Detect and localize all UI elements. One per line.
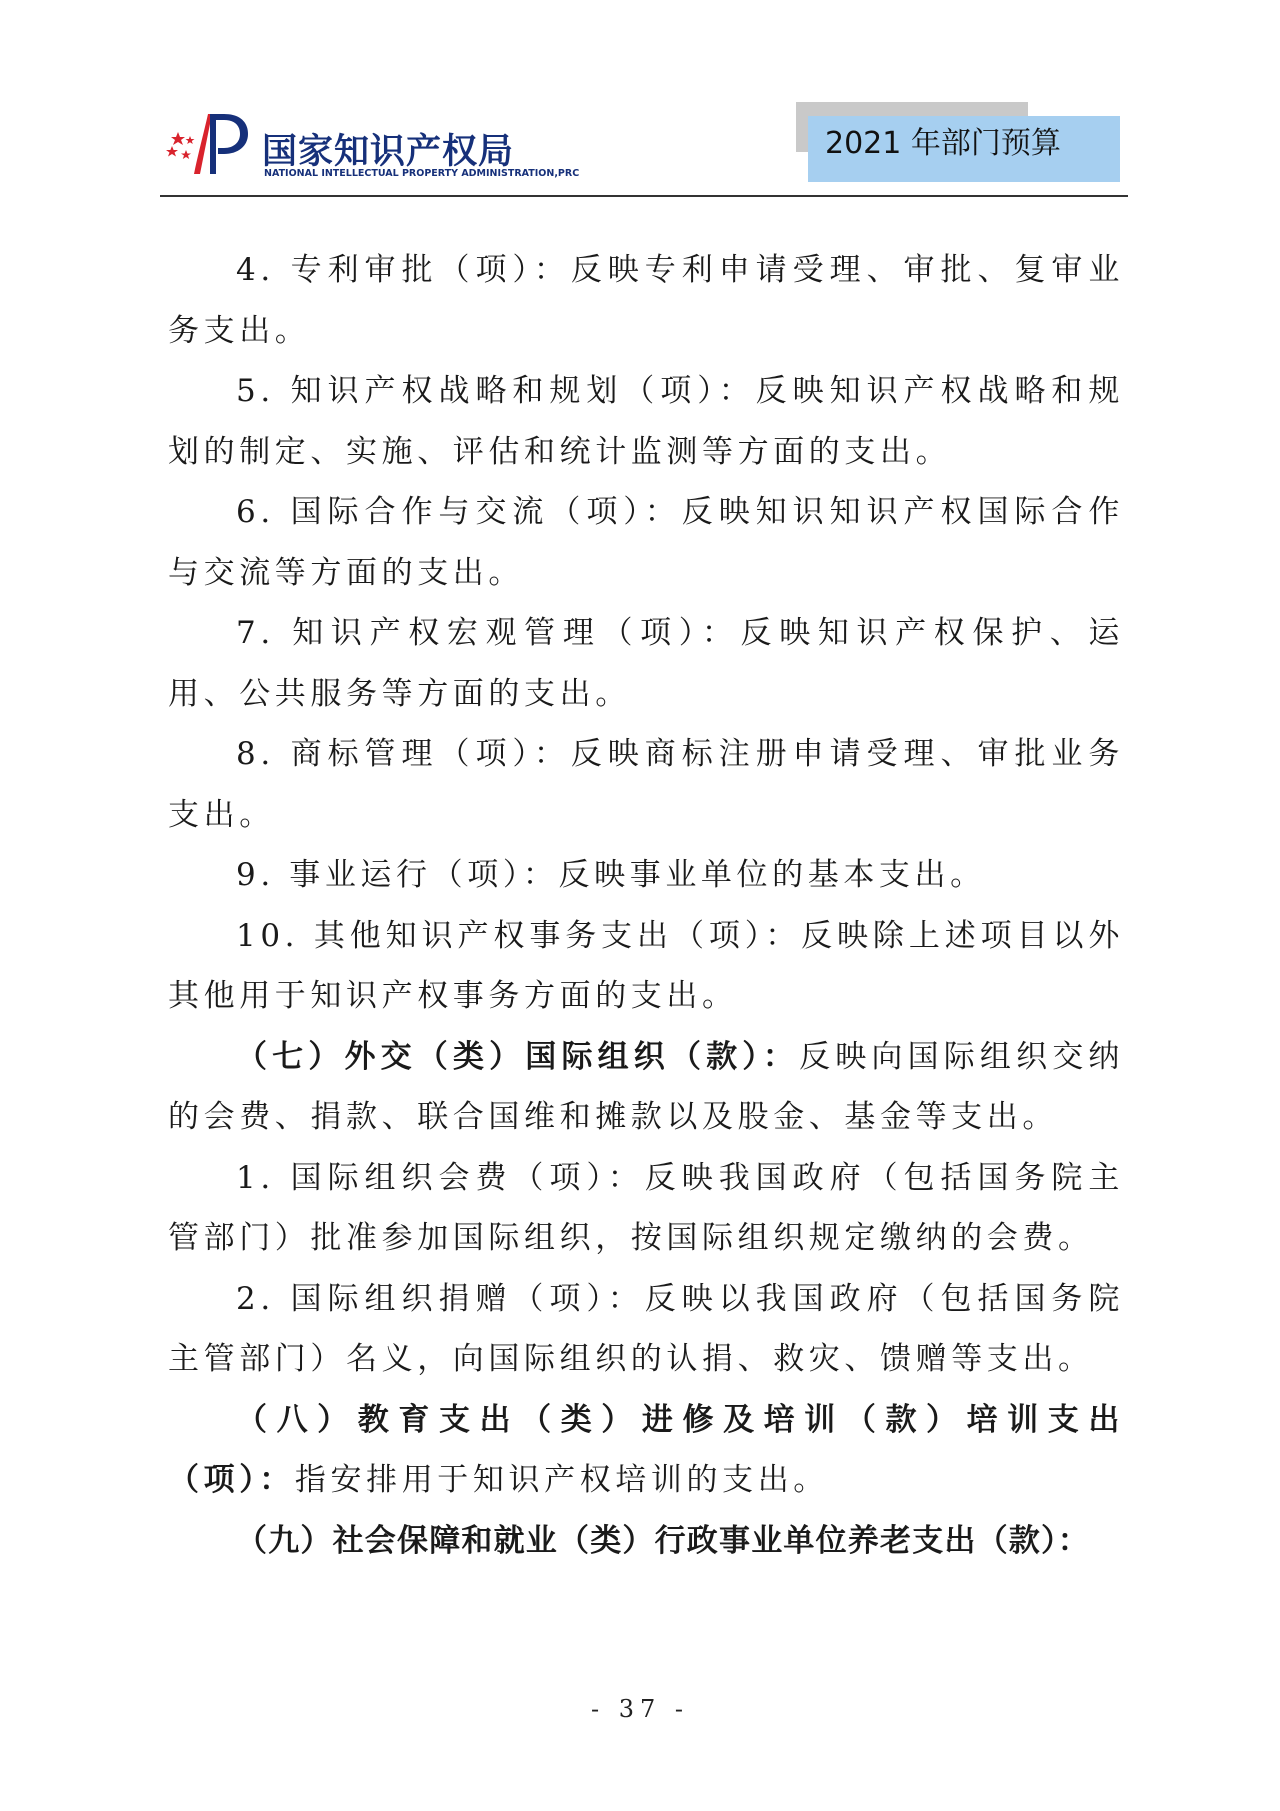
- paragraph: 6. 国际合作与交流（项）：反映知识知识产权国际合作与交流等方面的支出。: [168, 494, 1124, 591]
- paragraph: 2. 国际组织捐赠（项）：反映以我国政府（包括国务院主管部门）名义，向国际组织的认捐、救灾、馈赠等支出。: [168, 1280, 1124, 1377]
- page-number: - 37 -: [590, 1695, 689, 1723]
- section-paragraph: （七）外交（类）国际组织（款）：反映向国际组织交纳的会费、捐款、联合国维和摊款以及股金、基金等支出。: [168, 1038, 1124, 1135]
- paragraph: 1. 国际组织会费（项）：反映我国政府（包括国务院主管部门）批准参加国际组织，按国际组织规定缴纳的会费。: [168, 1159, 1124, 1256]
- org-name-cn: 国家知识产权局: [262, 132, 515, 172]
- paragraph: 9. 事业运行（项）：反映事业单位的基本支出。: [236, 857, 986, 893]
- page-header: [160, 96, 1128, 198]
- section-paragraph: （八）教育支出（类）进修及培训（款）培训支出（项）：指安排用于知识产权培训的支出。: [168, 1401, 1124, 1498]
- cnipa-logo-icon: [164, 108, 254, 178]
- paragraph: 8. 商标管理（项）：反映商标注册申请受理、审批业务支出。: [168, 736, 1124, 833]
- body-text: [168, 240, 1124, 1571]
- paragraph: 4. 专利审批（项）：反映专利申请受理、审批、复审业务支出。: [168, 252, 1124, 349]
- section-paragraph: （九）社会保障和就业（类）行政事业单位养老支出（款）：: [236, 1522, 1090, 1559]
- org-name-en: NATIONAL INTELLECTUAL PROPERTY ADMINISTRATION,PRC: [264, 168, 580, 179]
- paragraph: 10. 其他知识产权事务支出（项）：反映除上述项目以外其他用于知识产权事务方面的支出。: [168, 917, 1124, 1014]
- header-divider: [160, 195, 1128, 197]
- doc-title-badge: 2021 年部门预算: [808, 116, 1120, 182]
- paragraph: 7. 知识产权宏观管理（项）：反映知识产权保护、运用、公共服务等方面的支出。: [168, 615, 1124, 712]
- paragraph: 5. 知识产权战略和规划（项）：反映知识产权战略和规划的制定、实施、评估和统计监测等方面的支出。: [168, 373, 1124, 470]
